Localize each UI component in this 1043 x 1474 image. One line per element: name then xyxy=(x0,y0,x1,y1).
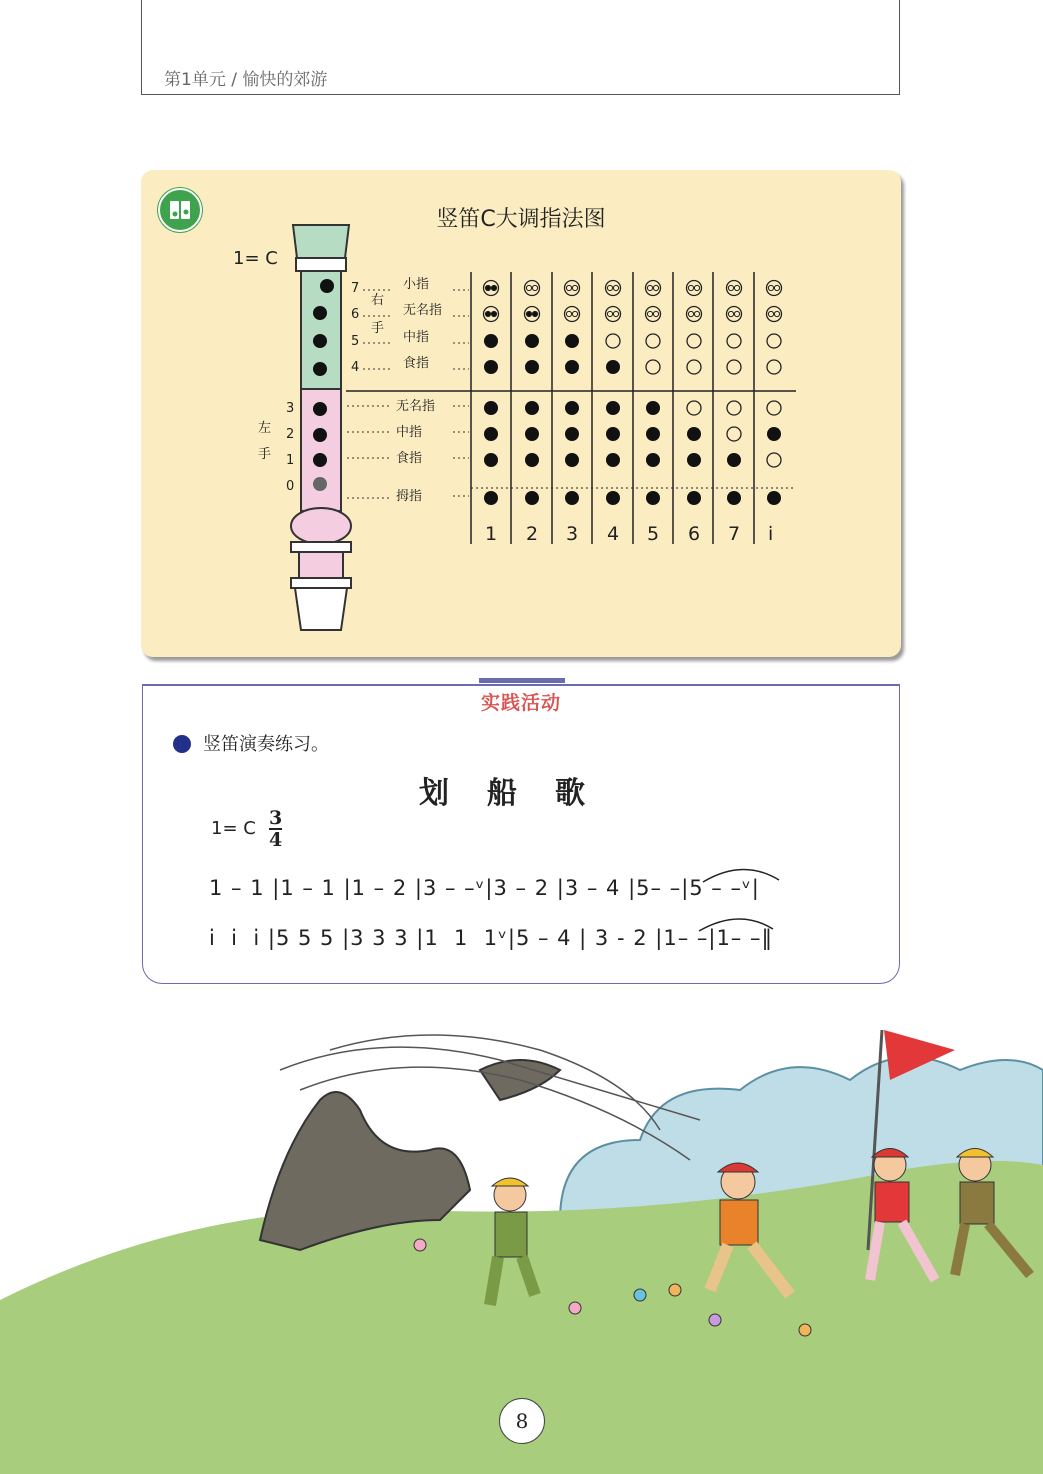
double-hole-part xyxy=(688,311,693,316)
chart-key: 1= C xyxy=(233,248,278,269)
hole-closed xyxy=(606,453,620,467)
hole-open xyxy=(727,401,741,415)
right-hand-label-1: 右 xyxy=(371,293,385,308)
hole-open xyxy=(767,453,781,467)
hole-closed xyxy=(565,334,579,348)
double-hole-part xyxy=(694,311,699,316)
double-hole-part xyxy=(694,285,699,290)
finger-number: 6 xyxy=(351,307,360,322)
note-label: i̇ xyxy=(768,523,774,545)
double-hole-part xyxy=(768,311,773,316)
double-hole-part xyxy=(647,311,652,316)
hole-closed xyxy=(565,491,579,505)
note-label: 6 xyxy=(688,523,701,545)
hole-closed xyxy=(484,491,498,505)
hole-open xyxy=(727,334,741,348)
hole-closed xyxy=(565,401,579,415)
double-hole-part xyxy=(647,285,652,290)
hole-open xyxy=(767,401,781,415)
double-hole-part xyxy=(688,285,693,290)
hole-closed xyxy=(525,334,539,348)
finger-name: 拇指 xyxy=(396,489,423,504)
hole-closed xyxy=(525,360,539,374)
finger-number: 4 xyxy=(351,360,360,375)
double-hole-part xyxy=(566,285,571,290)
note-label: 2 xyxy=(526,523,539,545)
left-hand-label-1: 左 xyxy=(258,421,272,436)
hole-closed xyxy=(565,453,579,467)
hole-closed xyxy=(646,491,660,505)
score-line-1: 1 – 1 |1 – 1 |1 – 2 |3 – –ᵛ|3 – 2 |3 – 4 |5– –|5 – –ᵛ| xyxy=(209,876,760,900)
finger-name: 食指 xyxy=(403,356,430,371)
finger-name: 无名指 xyxy=(396,399,436,414)
double-hole-part xyxy=(734,311,739,316)
hole-closed xyxy=(687,427,701,441)
fingering-chart-panel xyxy=(141,170,901,657)
practice-title: 实践活动 xyxy=(480,692,561,714)
finger-number: 3 xyxy=(286,401,295,416)
hole-closed xyxy=(767,427,781,441)
double-hole-part xyxy=(774,311,779,316)
header-frame xyxy=(141,0,900,95)
double-hole-part xyxy=(774,285,779,290)
chart-title: 竖笛C大调指法图 xyxy=(436,207,606,232)
note-label: 4 xyxy=(607,523,620,545)
hole-closed xyxy=(727,453,741,467)
double-hole-part xyxy=(532,311,537,316)
hole-open xyxy=(646,334,660,348)
recorder-illustration xyxy=(291,225,351,630)
practice-section xyxy=(142,684,900,984)
hole-closed xyxy=(525,453,539,467)
fingering-diagram xyxy=(141,170,901,657)
double-hole-part xyxy=(653,311,658,316)
double-hole-part xyxy=(728,311,733,316)
hole-closed xyxy=(484,360,498,374)
hole-closed xyxy=(606,401,620,415)
finger-name: 无名指 xyxy=(403,303,443,318)
double-hole-part xyxy=(526,285,531,290)
double-hole-part xyxy=(491,285,496,290)
note-label: 1 xyxy=(485,523,498,545)
note-label: 7 xyxy=(728,523,741,545)
hole-closed xyxy=(565,427,579,441)
hole-closed xyxy=(565,360,579,374)
note-label: 5 xyxy=(647,523,660,545)
finger-name: 小指 xyxy=(403,277,430,292)
page-number: 8 xyxy=(499,1398,545,1444)
hole-closed xyxy=(525,427,539,441)
hole-open xyxy=(727,360,741,374)
double-hole-part xyxy=(572,311,577,316)
time-top: 3 xyxy=(269,807,283,829)
time-signature xyxy=(269,808,282,850)
song-key: 1= C xyxy=(211,818,256,839)
hole-open xyxy=(687,360,701,374)
finger-number: 7 xyxy=(351,281,360,296)
hole-open xyxy=(687,334,701,348)
hole-closed xyxy=(525,401,539,415)
hole-closed xyxy=(606,427,620,441)
time-bottom: 4 xyxy=(269,829,283,851)
double-hole-part xyxy=(572,285,577,290)
hole-closed xyxy=(484,427,498,441)
hole-closed xyxy=(687,453,701,467)
hole-open xyxy=(767,334,781,348)
finger-name: 中指 xyxy=(396,425,423,440)
hole-closed xyxy=(606,491,620,505)
hole-closed xyxy=(484,401,498,415)
double-hole-part xyxy=(526,311,531,316)
hole-closed xyxy=(687,491,701,505)
finger-number: 2 xyxy=(286,427,295,442)
section-tab xyxy=(479,678,565,683)
hole-open xyxy=(646,360,660,374)
practice-item-text: 竖笛演奏练习。 xyxy=(203,734,329,755)
finger-number: 5 xyxy=(351,334,360,349)
hole-open xyxy=(727,427,741,441)
double-hole-part xyxy=(485,311,490,316)
hole-closed xyxy=(646,453,660,467)
double-hole-part xyxy=(613,311,618,316)
hole-closed xyxy=(484,453,498,467)
double-hole-part xyxy=(613,285,618,290)
double-hole-part xyxy=(728,285,733,290)
right-hand-label-2: 手 xyxy=(371,321,385,336)
finger-number: 1 xyxy=(286,453,295,468)
hole-closed xyxy=(646,427,660,441)
hole-open xyxy=(687,401,701,415)
practice-item xyxy=(173,730,329,756)
song-title: 划船歌 xyxy=(419,776,623,811)
hole-closed xyxy=(727,491,741,505)
left-hand-label-2: 手 xyxy=(258,447,272,462)
hole-closed xyxy=(767,491,781,505)
score-line-2: i̇ i̇ i̇ |5 5 5 |3 3 3 |1 1 1ᵛ|5 – 4 | 3 - 2 |1– –|1– –‖ xyxy=(209,926,773,950)
hole-closed xyxy=(606,360,620,374)
finger-name: 食指 xyxy=(396,451,423,466)
bullet-icon xyxy=(173,735,191,753)
double-hole-part xyxy=(734,285,739,290)
double-hole-part xyxy=(532,285,537,290)
finger-number: 0 xyxy=(286,479,295,494)
finger-name: 中指 xyxy=(403,330,430,345)
hole-closed xyxy=(525,491,539,505)
hole-open xyxy=(767,360,781,374)
double-hole-part xyxy=(607,285,612,290)
double-hole-part xyxy=(485,285,490,290)
double-hole-part xyxy=(607,311,612,316)
hole-closed xyxy=(646,401,660,415)
double-hole-part xyxy=(566,311,571,316)
hole-closed xyxy=(484,334,498,348)
unit-label: 第1单元 / 愉快的郊游 xyxy=(164,70,328,90)
note-label: 3 xyxy=(566,523,579,545)
hole-open xyxy=(606,334,620,348)
double-hole-part xyxy=(491,311,496,316)
double-hole-part xyxy=(653,285,658,290)
double-hole-part xyxy=(768,285,773,290)
